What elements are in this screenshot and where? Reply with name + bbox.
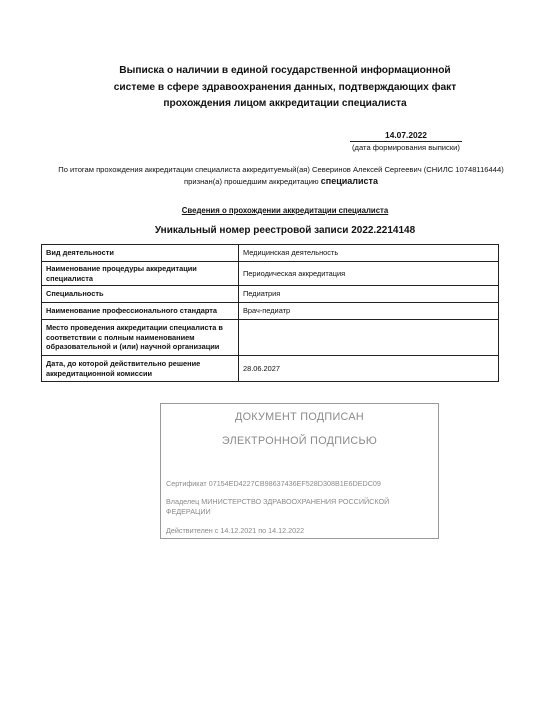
issue-date: 14.07.2022 [350,130,462,142]
table-row [42,245,499,262]
stamp-heading-1: ДОКУМЕНТ ПОДПИСАН [235,411,364,423]
row-value: Педиатрия [239,286,499,303]
stamp-owner: Владелец МИНИСТЕРСТВО ЗДРАВООХРАНЕНИЯ РОССИЙСКОЙ ФЕДЕРАЦИИ [166,497,390,516]
table-row [42,286,499,303]
row-value: Периодическая аккредитация [239,262,499,286]
table-row [42,262,499,286]
intro-line-1: По итогам прохождения аккредитации специалиста аккредитуемый(ая) Северинов Алексей Сергеевич (СНИЛС 10748116444) [58,165,504,174]
section-title: Сведения о прохождении аккредитации специалиста [181,206,389,215]
intro-line-2-prefix: признан(а) прошедшим аккредитацию [184,176,319,186]
title-line-1: Выписка о наличии в единой государственной информационной [119,65,451,76]
registry-number: Уникальный номер реестровой записи 2022.2214148 [154,225,416,236]
intro-line-2 [36,176,526,188]
document-title [100,63,470,113]
row-value [239,320,499,356]
issue-date-caption: (дата формирования выписки) [352,143,460,152]
row-key: Место проведения аккредитации специалиста в соответствии с полным наименованием образовательной и (или) научной организации [42,320,239,356]
row-key: Вид деятельности [42,245,239,262]
intro-paragraph [36,164,526,187]
row-value: Медицинская деятельность [239,245,499,262]
row-key: Наименование профессионального стандарта [42,303,239,320]
electronic-signature-stamp [160,403,439,539]
issue-date-block [350,130,462,154]
table-row [42,356,499,382]
accreditation-table [41,244,499,382]
stamp-validity: Действителен с 14.12.2021 по 14.12.2022 [166,526,305,535]
table-row [42,303,499,320]
table-row [42,320,499,356]
row-key: Дата, до которой действительно решение аккредитационной комиссии [42,356,239,382]
row-key: Наименование процедуры аккредитации специалиста [42,262,239,286]
row-value: Врач-педиатр [239,303,499,320]
stamp-heading-2: ЭЛЕКТРОННОЙ ПОДПИСЬЮ [221,435,378,447]
row-value: 28.06.2027 [239,356,499,382]
row-key: Специальность [42,286,239,303]
stamp-certificate: Сертификат 07154ED4227CB98637436EF528D308B1E6DEDC09 [166,479,381,488]
title-line-2: системе в сфере здравоохранения данных, подтверждающих факт [113,81,457,93]
intro-line-2-bold: специалиста [320,175,378,186]
title-line-3: прохождения лицом аккредитации специалиста [163,98,407,109]
